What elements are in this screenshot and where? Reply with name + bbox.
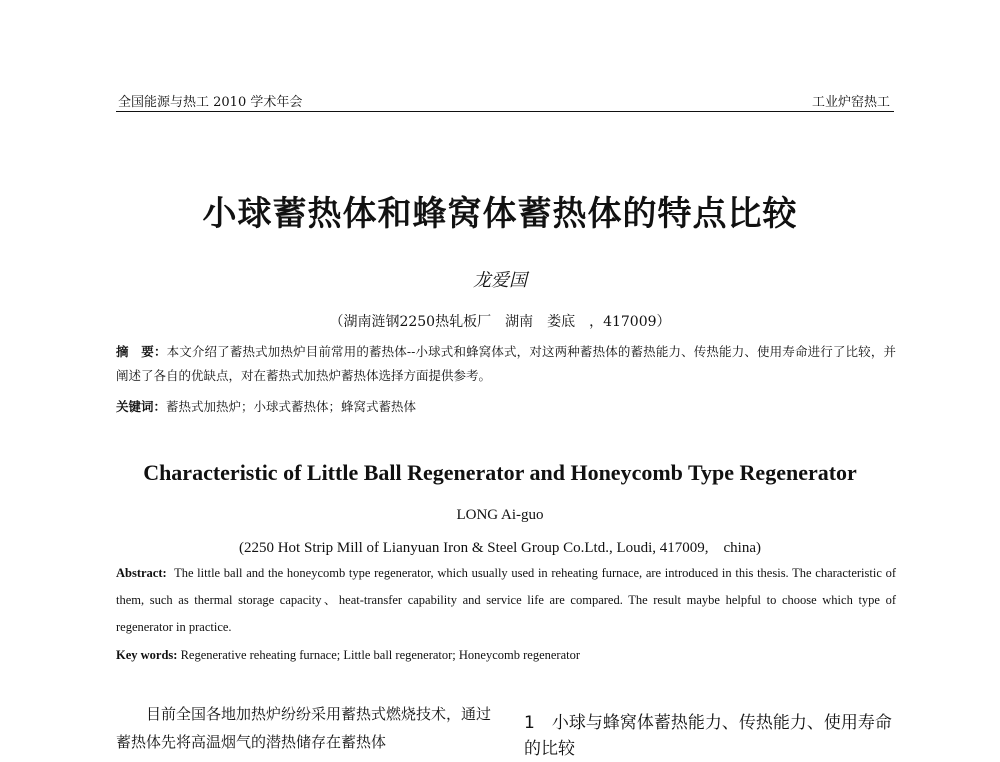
chinese-keywords-text: 蓄热式加热炉；小球式蓄热体；蜂窝式蓄热体: [166, 399, 417, 414]
body-paragraph-left: 目前全国各地加热炉纷纷采用蓄热式燃烧技术，通过蓄热体先将高温烟气的潜热储存在蓄热体: [116, 705, 492, 751]
header-rule: [116, 111, 894, 112]
english-affiliation: (2250 Hot Strip Mill of Lianyuan Iron & Steel Group Co.Ltd., Loudi, 417009, china): [238, 540, 762, 556]
chinese-abstract-label: 摘 要：: [116, 344, 167, 359]
english-keywords: [116, 648, 580, 663]
running-header-right: 工业炉窑热工: [811, 95, 890, 110]
chinese-author: 龙爱国: [473, 270, 527, 291]
english-keywords-label: Key words:: [116, 648, 178, 662]
chinese-abstract-text: 本文介绍了蓄热式加热炉目前常用的蓄热体--小球式和蜂窝体式，对这两种蓄热体的蓄热能力、传热能力、使用寿命进行了比较，并阐述了各自的优缺点，对在蓄热式加热炉蓄热体选择方面提供参考。: [116, 344, 896, 383]
english-abstract-text: The little ball and the honeycomb type regenerator, which usually used in reheating furnace, are introduced in this thesis. The characteristic of them, such as thermal storage capacity、heat-transfer capability and service life are compared. The result maybe helpful to choose which type of regenerator in practice.: [116, 566, 896, 634]
chinese-title: 小球蓄热体和蜂窝体蓄热体的特点比较: [202, 194, 798, 234]
chinese-abstract: [116, 340, 896, 388]
english-abstract: [116, 560, 896, 641]
chinese-keywords-label: 关键词：: [116, 399, 167, 414]
running-header-left: 全国能源与热工 2010 学术年会: [118, 95, 303, 110]
section-heading-1: 1 小球与蜂窝体蓄热能力、传热能力、使用寿命的比较: [524, 713, 892, 759]
chinese-affiliation: （湖南涟钢2250热轧板厂 湖南 娄底 ，417009）: [329, 314, 671, 330]
english-title: Characteristic of Little Ball Regenerator and Honeycomb Type Regenerator: [143, 460, 857, 485]
english-abstract-label: Abstract:: [116, 566, 167, 580]
english-keywords-text: Regenerative reheating furnace; Little ball regenerator; Honeycomb regenerator: [180, 648, 581, 662]
chinese-keywords: [116, 397, 416, 415]
english-author: LONG Ai-guo: [456, 507, 544, 523]
